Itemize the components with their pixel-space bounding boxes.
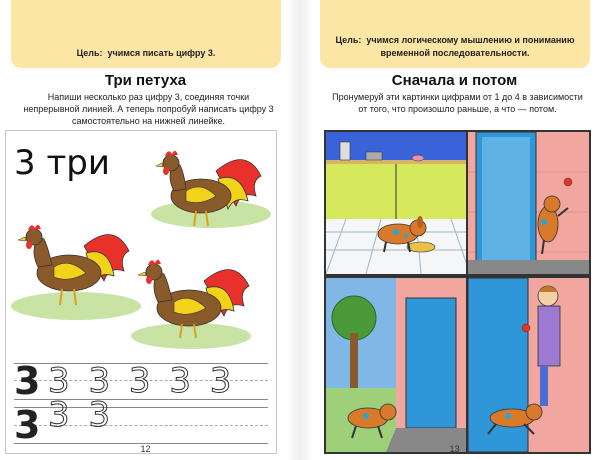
page-number: 13 <box>449 444 460 454</box>
story-panels <box>324 130 589 452</box>
roosters-illustration <box>6 136 276 361</box>
exercise-area <box>5 130 277 454</box>
goal-box <box>11 0 281 68</box>
solid-digit-3-bottom: 3 <box>14 403 41 447</box>
book-gutter <box>288 0 312 460</box>
writing-lines <box>14 359 268 453</box>
instruction-text: Напиши несколько раз цифру 3, соединяя точки непрерывной линией. А теперь попробуй написать цифру 3 самостоятельно на нижней линейке. <box>23 92 274 126</box>
story-panel-2[interactable] <box>466 130 591 276</box>
goal-description: учимся писать цифру 3. <box>107 48 216 58</box>
goal-box <box>320 0 590 68</box>
goal-label: Цель: <box>335 35 362 45</box>
grass-patch <box>131 323 251 349</box>
page-number: 12 <box>140 444 151 454</box>
trace-digits-row[interactable]: 3 3 3 3 3 3 3 <box>48 361 236 435</box>
page-title: Три петуха <box>104 72 187 89</box>
instruction-text: Пронумеруй эти картинки цифрами от 1 до 4 в зависимости от того, что произошло раньше, а что — потом. <box>332 92 583 114</box>
right-page <box>312 0 597 460</box>
goal-text <box>11 47 281 60</box>
dog-bowl <box>407 242 435 252</box>
grass-patch <box>11 292 141 320</box>
digit-word-label: 3 три <box>14 143 110 183</box>
story-panel-4[interactable] <box>466 276 591 454</box>
page-title: Сначала и потом <box>391 72 518 89</box>
story-panel-3[interactable] <box>324 276 468 454</box>
rooster-2 <box>18 225 129 305</box>
solid-digit-3: 3 <box>14 359 41 403</box>
goal-text <box>320 34 590 60</box>
left-page <box>3 0 288 460</box>
goal-description: учимся логическому мышлению и пониманию временной последовательности. <box>366 35 575 58</box>
story-panel-1[interactable] <box>324 130 468 276</box>
goal-label: Цель: <box>76 48 103 58</box>
